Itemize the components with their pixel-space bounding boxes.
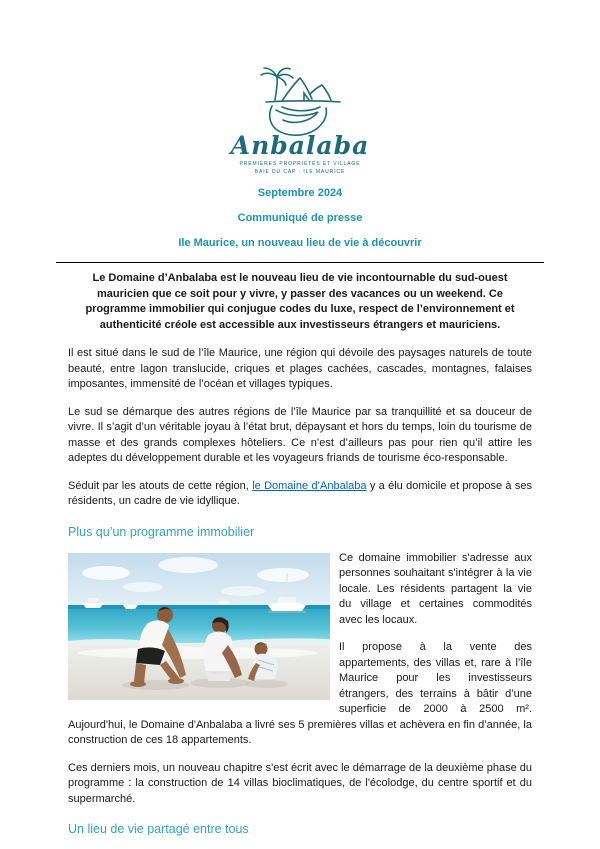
press-release-title: Ile Maurice, un nouveau lieu de vie à découvrir <box>178 237 422 249</box>
press-release-date: Septembre 2024 <box>257 187 343 199</box>
photo-sea <box>68 605 330 647</box>
paragraph-deuxieme-phase: Ces derniers mois, un nouveau chapitre s'est écrit avec le démarrage de la deuxième phase du programme : la construction de 14 villas bioclimatiques, de l'écolodge, du centre sportif et du supermarché. <box>68 761 532 805</box>
paragraph-vente: Il propose à la vente des appartements, des villas et, rare à l’île Maurice pour les investisseurs étrangers, des terrains à bâtir d’une superficie de 2000 à 2500 m². Aujourd'hui, le Domaine d'Anbalaba a livré ses 5 premières villas et achèvera en fin d’année, la construction de ces 18 appartements. <box>68 641 532 746</box>
logo-block <box>68 0 532 175</box>
subheading-lieu-de-vie: Un lieu de vie partagé entre tous <box>68 822 249 836</box>
intro-paragraph: Le Domaine d’Anbalaba est le nouveau lieu de vie incontournable du sud-ouest mauricien que ce soit pour y vivre, y passer des vacances ou un weekend. Ce programme immobilier qui conjugue codes du luxe, respect de l’environnement et authenticité créole est accessible aux investisseurs étrangers et mauriciens. <box>85 272 515 331</box>
subheading-programme: Plus qu’un programme immobilier <box>68 524 255 539</box>
paragraph-domaine-adresse: Ce domaine immobilier s'adresse aux personnes souhaitant s'intégrer à la vie locale. Les résidents partagent la vie du village et certaines commodités avec les locaux. <box>339 551 532 626</box>
paragraph-seduit-after: y a élu domicile et propose à ses résidents, un cadre de vie idyllique. <box>68 479 532 507</box>
paragraph-seduit <box>68 479 532 510</box>
media-section <box>68 551 532 761</box>
paragraph-south: Le sud se démarque des autres régions de l’île Maurice par sa tranquillité et sa douceur de vivre. Il s’agit d’un véritable joyau à l’état brut, dépaysant et hors du temps, loin du tourisme de masse et des grands complexes hôteliers. Ce n’est d’ailleurs pas pour rien qu’il attire les adeptes du développement durable et les voyageurs friands de tourisme éco-responsable. <box>68 405 532 464</box>
brand-tagline-line2: BAIE DU CAP - ILE MAURICE <box>254 168 346 175</box>
brand-tagline-line1: PREMIÈRES PROPRIÉTÉS ET VILLAGE <box>239 161 361 167</box>
photo-sand <box>68 643 330 700</box>
paragraph-seduit-before: Séduit par les atouts de cette région, <box>68 479 253 492</box>
family-beach-photo <box>68 553 330 700</box>
horizontal-rule <box>56 262 544 263</box>
palm-tree-icon <box>261 68 293 100</box>
paragraph-region: Il est situé dans le sud de l’île Maurice, une région qui dévoile des paysages naturels de toute beauté, entre lagon translucide, criques et plages cachées, cascades, montagnes, falaises imposantes, immensité de l’océan et villages typiques. <box>68 347 532 390</box>
anbalaba-logo-icon <box>252 66 348 138</box>
press-release-type: Communiqué de presse <box>237 212 363 224</box>
brand-wordmark: Anbalaba <box>230 131 370 160</box>
domaine-anbalaba-link[interactable]: le Domaine d’Anbalaba <box>252 479 367 492</box>
